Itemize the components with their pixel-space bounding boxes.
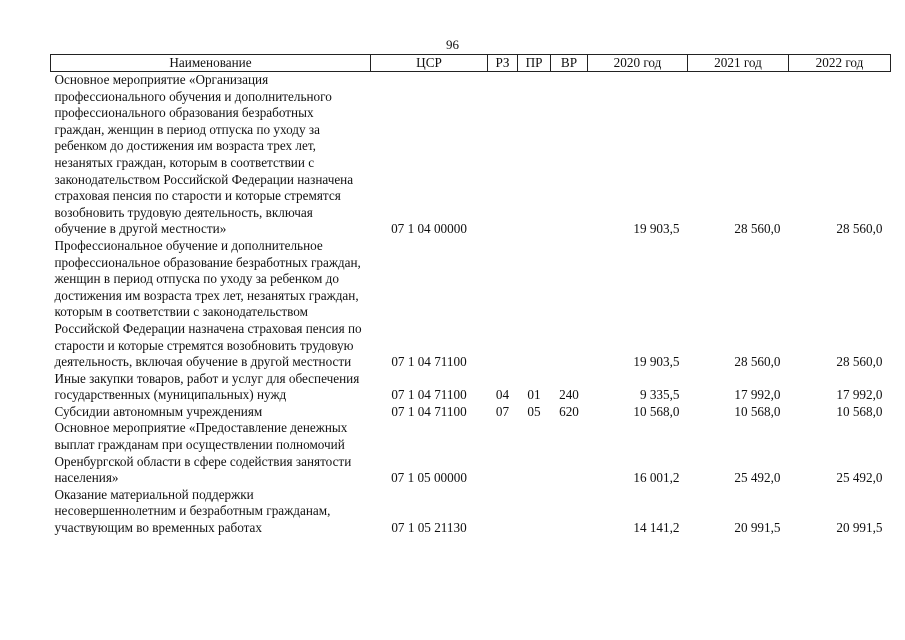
cell-pr: 05 xyxy=(527,403,541,419)
column-header-rz: РЗ xyxy=(488,55,518,72)
cell-2022: 28 560,0 xyxy=(836,354,883,370)
cell-2021: 20 991,5 xyxy=(734,520,781,536)
cell-2022: 28 560,0 xyxy=(836,221,883,237)
table-row xyxy=(51,404,891,421)
cell-pr xyxy=(518,238,551,371)
column-header-2021: 2021 год xyxy=(688,55,789,72)
cell-rz: 04 xyxy=(495,387,510,403)
cell-pr xyxy=(518,487,551,537)
cell-rz xyxy=(488,238,518,371)
table-row xyxy=(51,72,891,238)
cell-vr xyxy=(551,420,588,486)
cell-csr: 07 1 05 21130 xyxy=(391,520,467,536)
cell-2020: 16 001,2 xyxy=(633,470,680,486)
cell-rz: 07 xyxy=(495,403,510,419)
cell-2020: 19 903,5 xyxy=(633,221,680,237)
cell-vr: 620 xyxy=(559,403,579,419)
cell-rz xyxy=(488,487,518,537)
column-header-2022: 2022 год xyxy=(789,55,891,72)
cell-vr xyxy=(551,487,588,537)
cell-2020: 19 903,5 xyxy=(633,354,680,370)
column-header-name: Наименование xyxy=(51,55,371,72)
table-row xyxy=(51,420,891,486)
table-body xyxy=(51,72,891,537)
column-header-vr: ВР xyxy=(551,55,588,72)
cell-name: Профессиональное обучение и дополнительное профессиональное образование безработных граждан, женщин в период отпуска по уходу за ребенком до достижения им возраста трех лет, незанятых граждан, которым в соответствии с законодательством Российской Федерации назначена страховая пенсия по старости и которые стремятся возобновить трудовую деятельность, включая обучение в другой местности xyxy=(54,237,362,370)
cell-pr xyxy=(518,420,551,486)
cell-csr: 07 1 04 71100 xyxy=(391,387,467,403)
cell-name: Оказание материальной поддержки несовершеннолетним и безработным гражданам, участвующим во временных работах xyxy=(54,486,331,536)
cell-pr: 01 xyxy=(527,387,541,403)
cell-2020: 10 568,0 xyxy=(633,403,680,419)
cell-pr xyxy=(518,72,551,238)
cell-rz xyxy=(488,72,518,238)
table-row xyxy=(51,371,891,404)
cell-2021: 28 560,0 xyxy=(734,221,781,237)
cell-2021: 17 992,0 xyxy=(734,387,781,403)
table-row xyxy=(51,238,891,371)
cell-name: Иные закупки товаров, работ и услуг для обеспечения государственных (муниципальных) нужд xyxy=(54,370,360,403)
cell-vr xyxy=(551,238,588,371)
cell-2022: 20 991,5 xyxy=(836,520,883,536)
cell-2022: 10 568,0 xyxy=(836,403,883,419)
cell-rz xyxy=(488,420,518,486)
cell-csr: 07 1 04 00000 xyxy=(391,221,467,237)
column-header-csr: ЦСР xyxy=(371,55,488,72)
column-header-pr: ПР xyxy=(518,55,551,72)
cell-2021: 28 560,0 xyxy=(734,354,781,370)
cell-2022: 25 492,0 xyxy=(836,470,883,486)
table-header xyxy=(51,55,891,72)
column-header-2020: 2020 год xyxy=(588,55,688,72)
cell-2021: 25 492,0 xyxy=(734,470,781,486)
cell-name: Основное мероприятие «Организация профессионального обучения и дополнительного профессионального образования безработных граждан, женщин в период отпуска по уходу за ребенком до достижения им возраста трех лет, незанятых граждан, которым в соответствии с законодательством Российской Федерации назначена страховая пенсия по старости и которые стремятся возобновить трудовую деятельность, включая обучение в другой местности» xyxy=(54,72,354,237)
cell-csr: 07 1 05 00000 xyxy=(391,470,467,486)
table-row xyxy=(51,487,891,537)
cell-name: Основное мероприятие «Предоставление денежных выплат гражданам при осуществлении полномочий Оренбургской области в сфере содействия занятости населения» xyxy=(54,420,352,486)
cell-vr: 240 xyxy=(559,387,579,403)
page-number: 96 xyxy=(446,37,459,52)
cell-2020: 9 335,5 xyxy=(639,387,680,403)
cell-csr: 07 1 04 71100 xyxy=(391,354,467,370)
cell-2021: 10 568,0 xyxy=(734,403,781,419)
cell-2022: 17 992,0 xyxy=(836,387,883,403)
cell-2020: 14 141,2 xyxy=(633,520,680,536)
cell-name: Субсидии автономным учреждениям xyxy=(54,403,263,419)
cell-vr xyxy=(551,72,588,238)
cell-csr: 07 1 04 71100 xyxy=(391,403,467,419)
budget-table xyxy=(50,54,891,537)
